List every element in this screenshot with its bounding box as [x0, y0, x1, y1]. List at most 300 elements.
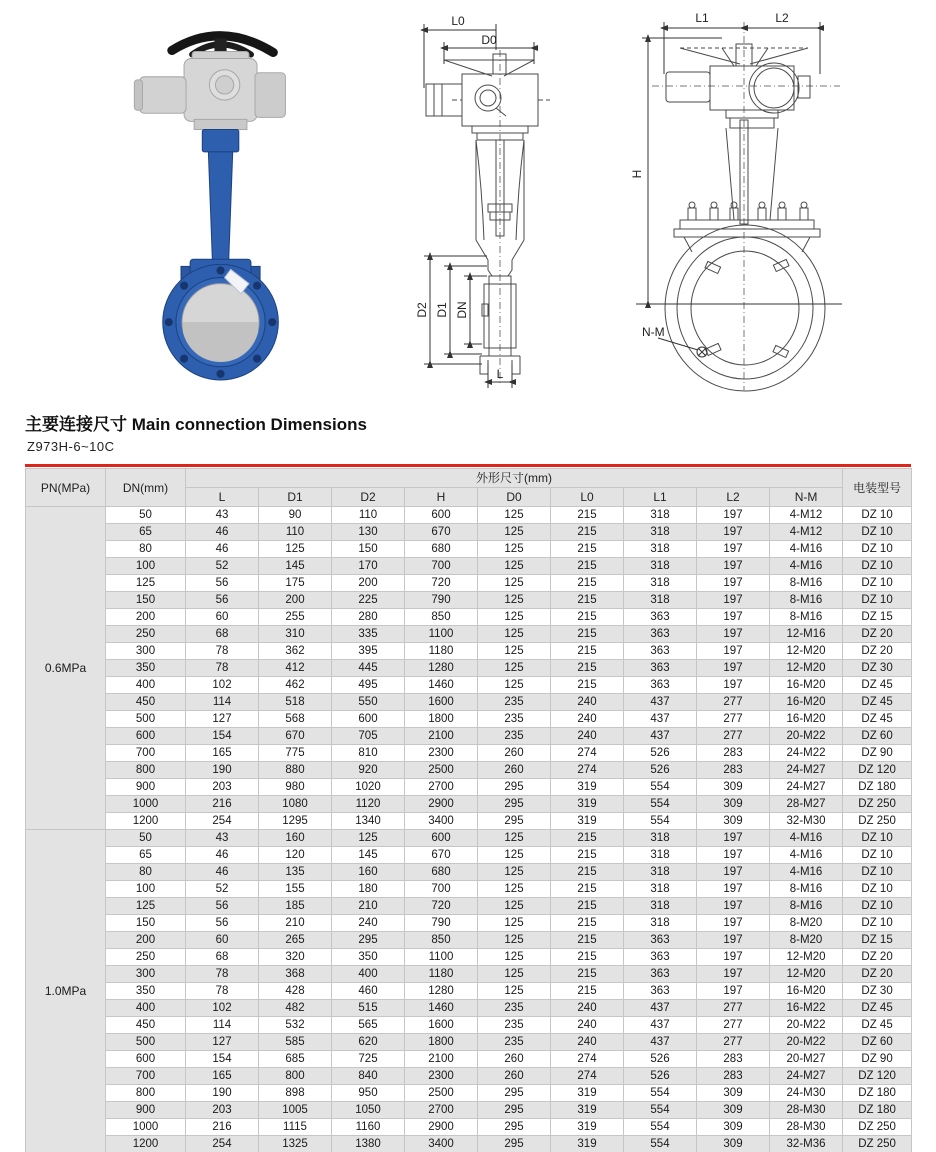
value-cell: 125	[478, 932, 551, 949]
value-cell: DZ 180	[843, 1085, 912, 1102]
value-cell: DZ 90	[843, 1051, 912, 1068]
value-cell: 526	[624, 762, 697, 779]
value-cell: DZ 120	[843, 1068, 912, 1085]
value-cell: 295	[478, 1102, 551, 1119]
dimension-label-d1: D1	[435, 302, 449, 318]
dn-cell: 50	[106, 830, 186, 847]
value-cell: 16-M20	[770, 677, 843, 694]
value-cell: DZ 20	[843, 626, 912, 643]
value-cell: 28-M30	[770, 1102, 843, 1119]
value-cell: 32-M36	[770, 1136, 843, 1152]
value-cell: 16-M20	[770, 711, 843, 728]
value-cell: 180	[332, 881, 405, 898]
value-cell: 1800	[405, 711, 478, 728]
value-cell: 8-M16	[770, 881, 843, 898]
value-cell: 125	[478, 575, 551, 592]
table-row	[26, 915, 912, 932]
col-header-pn: PN(MPa)	[26, 469, 106, 507]
value-cell: 318	[624, 864, 697, 881]
value-cell: 460	[332, 983, 405, 1000]
value-cell: DZ 250	[843, 1136, 912, 1152]
dn-cell: 80	[106, 541, 186, 558]
value-cell: 1180	[405, 966, 478, 983]
value-cell: DZ 180	[843, 779, 912, 796]
value-cell: 125	[478, 643, 551, 660]
value-cell: DZ 10	[843, 915, 912, 932]
value-cell: 56	[186, 915, 259, 932]
value-cell: 585	[259, 1034, 332, 1051]
value-cell: 197	[697, 507, 770, 524]
value-cell: 277	[697, 711, 770, 728]
value-cell: DZ 180	[843, 1102, 912, 1119]
value-cell: 215	[551, 847, 624, 864]
value-cell: 2700	[405, 779, 478, 796]
value-cell: 670	[405, 524, 478, 541]
value-cell: 24-M30	[770, 1085, 843, 1102]
side-view-geometry	[426, 50, 550, 386]
value-cell: 160	[259, 830, 332, 847]
value-cell: 850	[405, 609, 478, 626]
value-cell: 309	[697, 1119, 770, 1136]
value-cell: 680	[405, 864, 478, 881]
value-cell: 154	[186, 728, 259, 745]
value-cell: 24-M22	[770, 745, 843, 762]
value-cell: 155	[259, 881, 332, 898]
value-cell: 197	[697, 558, 770, 575]
value-cell: 2100	[405, 1051, 478, 1068]
value-cell: 319	[551, 1119, 624, 1136]
value-cell: 318	[624, 830, 697, 847]
value-cell: 197	[697, 626, 770, 643]
value-cell: 46	[186, 864, 259, 881]
value-cell: 260	[478, 1051, 551, 1068]
table-row	[26, 949, 912, 966]
valve-drawing-side-view	[392, 8, 614, 393]
value-cell: 318	[624, 541, 697, 558]
value-cell: 2100	[405, 728, 478, 745]
value-cell: 1340	[332, 813, 405, 830]
value-cell: 125	[478, 915, 551, 932]
value-cell: 125	[478, 660, 551, 677]
value-cell: 154	[186, 1051, 259, 1068]
dn-cell: 900	[106, 1102, 186, 1119]
side-view-graphic	[392, 8, 614, 393]
col-header-l0: L0	[551, 488, 624, 507]
value-cell: 309	[697, 796, 770, 813]
value-cell: DZ 10	[843, 830, 912, 847]
value-cell: 295	[478, 1136, 551, 1152]
value-cell: 320	[259, 949, 332, 966]
value-cell: DZ 45	[843, 694, 912, 711]
value-cell: 32-M30	[770, 813, 843, 830]
dn-cell: 200	[106, 932, 186, 949]
table-row	[26, 796, 912, 813]
dn-cell: 300	[106, 966, 186, 983]
value-cell: DZ 10	[843, 524, 912, 541]
value-cell: 197	[697, 966, 770, 983]
table-row	[26, 541, 912, 558]
dn-cell: 125	[106, 898, 186, 915]
dn-cell: 600	[106, 1051, 186, 1068]
value-cell: 309	[697, 779, 770, 796]
value-cell: 532	[259, 1017, 332, 1034]
value-cell: 428	[259, 983, 332, 1000]
table-row	[26, 592, 912, 609]
value-cell: 150	[332, 541, 405, 558]
value-cell: DZ 250	[843, 1119, 912, 1136]
value-cell: 880	[259, 762, 332, 779]
value-cell: 554	[624, 1102, 697, 1119]
value-cell: 170	[332, 558, 405, 575]
value-cell: 185	[259, 898, 332, 915]
value-cell: 318	[624, 847, 697, 864]
value-cell: 2900	[405, 796, 478, 813]
value-cell: 680	[405, 541, 478, 558]
table-row	[26, 660, 912, 677]
col-header-h: H	[405, 488, 478, 507]
value-cell: 363	[624, 932, 697, 949]
value-cell: 120	[259, 847, 332, 864]
value-cell: 437	[624, 1017, 697, 1034]
col-header-dn: DN(mm)	[106, 469, 186, 507]
value-cell: 114	[186, 694, 259, 711]
value-cell: 260	[478, 745, 551, 762]
dimension-label-nm: N-M	[642, 325, 665, 339]
value-cell: 235	[478, 1034, 551, 1051]
value-cell: 318	[624, 592, 697, 609]
value-cell: 318	[624, 507, 697, 524]
value-cell: 20-M22	[770, 1034, 843, 1051]
dn-cell: 350	[106, 660, 186, 677]
value-cell: 210	[332, 898, 405, 915]
value-cell: 235	[478, 1017, 551, 1034]
value-cell: 197	[697, 983, 770, 1000]
value-cell: DZ 10	[843, 881, 912, 898]
figures-row	[0, 0, 936, 398]
value-cell: 8-M16	[770, 592, 843, 609]
value-cell: 56	[186, 575, 259, 592]
value-cell: 437	[624, 711, 697, 728]
value-cell: 68	[186, 949, 259, 966]
value-cell: 240	[551, 694, 624, 711]
value-cell: 898	[259, 1085, 332, 1102]
value-cell: 363	[624, 660, 697, 677]
value-cell: 283	[697, 1068, 770, 1085]
value-cell: 240	[332, 915, 405, 932]
value-cell: 309	[697, 1136, 770, 1152]
table-row	[26, 575, 912, 592]
value-cell: 215	[551, 592, 624, 609]
value-cell: 197	[697, 881, 770, 898]
value-cell: 110	[332, 507, 405, 524]
value-cell: 400	[332, 966, 405, 983]
value-cell: 78	[186, 966, 259, 983]
value-cell: 125	[478, 524, 551, 541]
value-cell: 125	[478, 949, 551, 966]
value-cell: 412	[259, 660, 332, 677]
value-cell: 319	[551, 796, 624, 813]
table-row	[26, 966, 912, 983]
dimension-label-dn: DN	[455, 301, 469, 319]
value-cell: 518	[259, 694, 332, 711]
value-cell: 685	[259, 1051, 332, 1068]
value-cell: 1325	[259, 1136, 332, 1152]
value-cell: 600	[405, 830, 478, 847]
dimension-label-l0: L0	[451, 14, 465, 28]
value-cell: 4-M12	[770, 507, 843, 524]
value-cell: 28-M30	[770, 1119, 843, 1136]
dn-cell: 250	[106, 949, 186, 966]
value-cell: DZ 250	[843, 796, 912, 813]
value-cell: 125	[259, 541, 332, 558]
dimension-label-l1: L1	[695, 11, 709, 25]
table-row	[26, 932, 912, 949]
value-cell: 125	[478, 864, 551, 881]
value-cell: 1115	[259, 1119, 332, 1136]
value-cell: 125	[478, 830, 551, 847]
value-cell: 46	[186, 541, 259, 558]
value-cell: 295	[478, 796, 551, 813]
table-row	[26, 1136, 912, 1152]
col-header-actuator-model: 电装型号	[843, 469, 912, 507]
value-cell: 274	[551, 745, 624, 762]
value-cell: 12-M20	[770, 643, 843, 660]
value-cell: 16-M20	[770, 983, 843, 1000]
dn-cell: 500	[106, 711, 186, 728]
table-row	[26, 558, 912, 575]
dimension-label-d0: D0	[481, 33, 497, 47]
table-row	[26, 1102, 912, 1119]
value-cell: 125	[478, 983, 551, 1000]
value-cell: 600	[405, 507, 478, 524]
value-cell: 318	[624, 575, 697, 592]
value-cell: 127	[186, 711, 259, 728]
value-cell: 274	[551, 1051, 624, 1068]
value-cell: 319	[551, 813, 624, 830]
value-cell: 350	[332, 949, 405, 966]
value-cell: 215	[551, 626, 624, 643]
value-cell: 235	[478, 728, 551, 745]
value-cell: 78	[186, 660, 259, 677]
table-row	[26, 830, 912, 847]
value-cell: 720	[405, 575, 478, 592]
value-cell: 125	[478, 677, 551, 694]
value-cell: DZ 45	[843, 1017, 912, 1034]
dn-cell: 900	[106, 779, 186, 796]
table-row	[26, 1068, 912, 1085]
value-cell: 125	[478, 609, 551, 626]
dn-cell: 150	[106, 915, 186, 932]
value-cell: 203	[186, 1102, 259, 1119]
value-cell: DZ 10	[843, 898, 912, 915]
value-cell: 102	[186, 677, 259, 694]
value-cell: 215	[551, 575, 624, 592]
value-cell: 363	[624, 949, 697, 966]
dimension-label-d2: D2	[415, 302, 429, 318]
value-cell: 2500	[405, 1085, 478, 1102]
value-cell: 1280	[405, 983, 478, 1000]
value-cell: 3400	[405, 1136, 478, 1152]
col-header-d2: D2	[332, 488, 405, 507]
value-cell: 197	[697, 864, 770, 881]
photo-actuator	[134, 51, 285, 129]
value-cell: 24-M27	[770, 1068, 843, 1085]
value-cell: 1460	[405, 1000, 478, 1017]
value-cell: 190	[186, 762, 259, 779]
table-row	[26, 881, 912, 898]
value-cell: 526	[624, 1068, 697, 1085]
value-cell: 3400	[405, 813, 478, 830]
table-row	[26, 898, 912, 915]
value-cell: 790	[405, 915, 478, 932]
value-cell: 335	[332, 626, 405, 643]
dimension-label-h: H	[630, 169, 644, 179]
value-cell: DZ 20	[843, 643, 912, 660]
value-cell: 309	[697, 1085, 770, 1102]
value-cell: 2300	[405, 745, 478, 762]
value-cell: 4-M16	[770, 864, 843, 881]
table-row	[26, 1034, 912, 1051]
value-cell: 295	[332, 932, 405, 949]
value-cell: 526	[624, 745, 697, 762]
table-row	[26, 677, 912, 694]
value-cell: 790	[405, 592, 478, 609]
value-cell: 318	[624, 898, 697, 915]
value-cell: 60	[186, 932, 259, 949]
col-header-l1: L1	[624, 488, 697, 507]
value-cell: 310	[259, 626, 332, 643]
value-cell: 197	[697, 592, 770, 609]
value-cell: 1050	[332, 1102, 405, 1119]
value-cell: 20-M22	[770, 728, 843, 745]
value-cell: DZ 10	[843, 575, 912, 592]
value-cell: 8-M16	[770, 898, 843, 915]
value-cell: 197	[697, 949, 770, 966]
value-cell: 1800	[405, 1034, 478, 1051]
table-row	[26, 524, 912, 541]
value-cell: 197	[697, 830, 770, 847]
value-cell: 277	[697, 694, 770, 711]
value-cell: 950	[332, 1085, 405, 1102]
table-row	[26, 507, 912, 524]
value-cell: DZ 20	[843, 966, 912, 983]
value-cell: 16-M20	[770, 694, 843, 711]
value-cell: 600	[332, 711, 405, 728]
dimensions-tbody	[26, 507, 912, 1152]
table-row	[26, 847, 912, 864]
value-cell: 203	[186, 779, 259, 796]
photo-valve-body	[163, 130, 279, 380]
value-cell: 125	[478, 626, 551, 643]
col-header-d1: D1	[259, 488, 332, 507]
value-cell: DZ 250	[843, 813, 912, 830]
value-cell: 52	[186, 881, 259, 898]
value-cell: 235	[478, 694, 551, 711]
value-cell: 437	[624, 728, 697, 745]
value-cell: 554	[624, 1085, 697, 1102]
value-cell: 277	[697, 1017, 770, 1034]
value-cell: 437	[624, 694, 697, 711]
value-cell: 215	[551, 966, 624, 983]
value-cell: 920	[332, 762, 405, 779]
value-cell: DZ 45	[843, 677, 912, 694]
value-cell: 462	[259, 677, 332, 694]
value-cell: 235	[478, 1000, 551, 1017]
value-cell: 495	[332, 677, 405, 694]
value-cell: 225	[332, 592, 405, 609]
value-cell: 255	[259, 609, 332, 626]
value-cell: 43	[186, 507, 259, 524]
value-cell: 554	[624, 1136, 697, 1152]
value-cell: 4-M12	[770, 524, 843, 541]
value-cell: 125	[478, 898, 551, 915]
table-row	[26, 762, 912, 779]
value-cell: 8-M20	[770, 932, 843, 949]
valve-photo-graphic	[130, 18, 305, 383]
value-cell: 215	[551, 949, 624, 966]
value-cell: 197	[697, 898, 770, 915]
value-cell: 1600	[405, 694, 478, 711]
value-cell: 1295	[259, 813, 332, 830]
value-cell: 318	[624, 524, 697, 541]
value-cell: 283	[697, 1051, 770, 1068]
value-cell: 145	[259, 558, 332, 575]
table-row	[26, 711, 912, 728]
value-cell: 240	[551, 1000, 624, 1017]
value-cell: 283	[697, 762, 770, 779]
value-cell: 197	[697, 575, 770, 592]
value-cell: 215	[551, 864, 624, 881]
value-cell: 1005	[259, 1102, 332, 1119]
value-cell: 125	[332, 830, 405, 847]
value-cell: 363	[624, 966, 697, 983]
value-cell: 28-M27	[770, 796, 843, 813]
dn-cell: 200	[106, 609, 186, 626]
dn-cell: 700	[106, 745, 186, 762]
value-cell: 318	[624, 881, 697, 898]
value-cell: 980	[259, 779, 332, 796]
dn-cell: 65	[106, 524, 186, 541]
value-cell: 12-M20	[770, 949, 843, 966]
value-cell: 43	[186, 830, 259, 847]
value-cell: 1020	[332, 779, 405, 796]
value-cell: 135	[259, 864, 332, 881]
value-cell: 1280	[405, 660, 478, 677]
dn-cell: 400	[106, 1000, 186, 1017]
value-cell: 16-M22	[770, 1000, 843, 1017]
value-cell: 160	[332, 864, 405, 881]
value-cell: 309	[697, 1102, 770, 1119]
value-cell: 1120	[332, 796, 405, 813]
dn-cell: 500	[106, 1034, 186, 1051]
dn-cell: 700	[106, 1068, 186, 1085]
value-cell: 670	[405, 847, 478, 864]
value-cell: 240	[551, 1034, 624, 1051]
value-cell: 114	[186, 1017, 259, 1034]
value-cell: 363	[624, 626, 697, 643]
dn-cell: 125	[106, 575, 186, 592]
value-cell: 670	[259, 728, 332, 745]
value-cell: 240	[551, 711, 624, 728]
value-cell: 20-M22	[770, 1017, 843, 1034]
col-header-d0: D0	[478, 488, 551, 507]
table-row	[26, 1017, 912, 1034]
valve-drawing-front-view	[622, 8, 854, 393]
value-cell: 4-M16	[770, 830, 843, 847]
value-cell: 125	[478, 881, 551, 898]
value-cell: 1180	[405, 643, 478, 660]
value-cell: 550	[332, 694, 405, 711]
